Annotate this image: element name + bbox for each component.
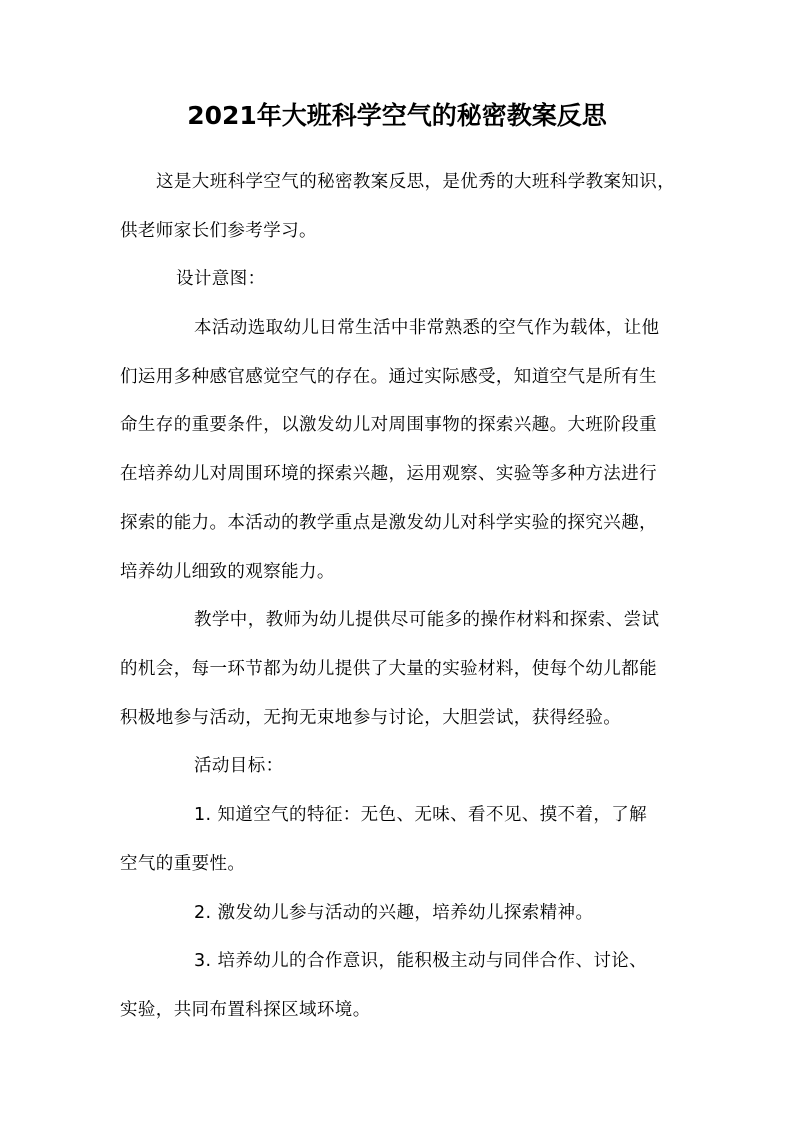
paragraph-line: 3. 培养幼儿的合作意识，能积极主动与同伴合作、讨论、: [194, 951, 648, 972]
paragraph: [120, 158, 680, 255]
paragraph-line: 供老师家长们参考学习。: [120, 220, 317, 241]
paragraph-line: 积极地参与活动，无拘无束地参与讨论，大胆尝试，获得经验。: [120, 707, 622, 728]
paragraph-line: 在培养幼儿对周围环境的探索兴趣，运用观察、实验等多种方法进行: [120, 464, 657, 485]
paragraph-line: 设计意图：: [176, 269, 266, 290]
paragraph: [120, 596, 680, 742]
paragraph: [120, 791, 680, 888]
paragraph: [120, 889, 680, 938]
paragraph-line: 的机会，每一环节都为幼儿提供了大量的实验材料，使每个幼儿都能: [120, 658, 657, 679]
paragraph-line: 活动目标：: [194, 756, 284, 777]
paragraph-line: 2. 激发幼儿参与活动的兴趣，培养幼儿探索精神。: [194, 902, 594, 923]
paragraph: [120, 255, 680, 304]
paragraph-line: 空气的重要性。: [120, 853, 246, 874]
paragraph-line: 本活动选取幼儿日常生活中非常熟悉的空气作为载体，让他: [194, 318, 660, 339]
paragraph-line: 实验，共同布置科探区域环境。: [120, 999, 371, 1020]
paragraph: [120, 304, 680, 596]
paragraph-line: 探索的能力。本活动的教学重点是激发幼儿对科学实验的探究兴趣，: [120, 512, 657, 533]
paragraph-line: 1. 知道空气的特征：无色、无味、看不见、摸不着，了解: [194, 805, 648, 826]
paragraph-line: 教学中，教师为幼儿提供尽可能多的操作材料和探索、尝试: [194, 610, 660, 631]
paragraph-line: 这是大班科学空气的秘密教案反思，是优秀的大班科学教案知识，: [156, 172, 676, 192]
paragraph: [120, 937, 680, 1034]
paragraph: [120, 742, 680, 791]
document-title: 2021年大班科学空气的秘密教案反思: [187, 101, 607, 130]
paragraph-line: 培养幼儿细致的观察能力。: [120, 561, 335, 582]
paragraph-line: 命生存的重要条件，以激发幼儿对周围事物的探索兴趣。大班阶段重: [120, 415, 657, 436]
paragraph-line: 们运用多种感官感觉空气的存在。通过实际感受，知道空气是所有生: [120, 366, 657, 387]
